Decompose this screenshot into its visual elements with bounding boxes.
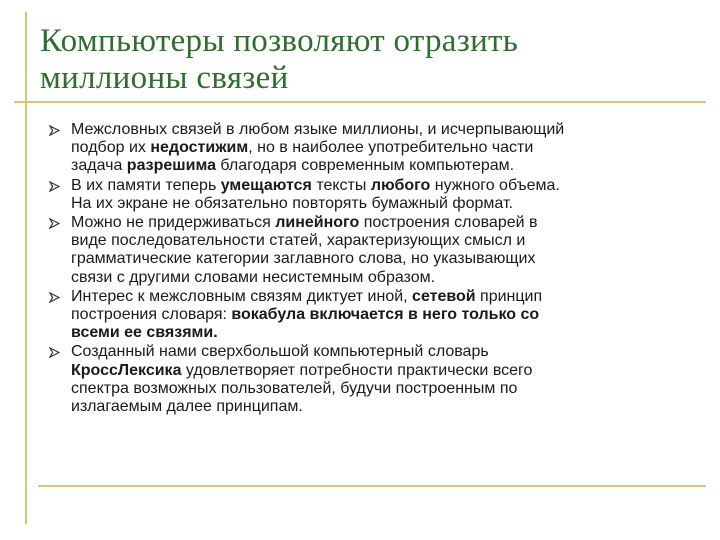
bullet-text-bold: умещаются <box>220 176 312 194</box>
bullet-text-bold: сетевой <box>412 287 476 305</box>
bullet-line <box>71 398 698 416</box>
bullet-line <box>71 232 698 250</box>
bullet-text: излагаемым далее принципам. <box>71 398 303 416</box>
bullet-text: связи с другими словами несистемным образом. <box>71 268 436 286</box>
arrowhead-bullet-icon <box>49 218 60 229</box>
bullet-text-bold: КроссЛексика <box>71 361 182 379</box>
bullet-line <box>71 139 698 157</box>
bullet-line <box>71 157 698 175</box>
bullet-text-bold: вокабула включается в него только со <box>231 306 540 324</box>
bullet-line <box>71 343 698 361</box>
bullet-item <box>58 121 698 176</box>
bullet-text: , но в наиболее употребительно части <box>248 139 534 157</box>
bullet-text: удовлетворяет потребности практически всего <box>181 361 533 379</box>
slide-title <box>40 23 700 97</box>
bullet-line <box>71 380 698 398</box>
vertical-rule <box>25 12 27 524</box>
slide-title-line-1: Компьютеры позволяют отразить <box>40 23 519 59</box>
bullet-text: виде последовательности статей, характеризующих смысл и <box>71 232 526 250</box>
bullet-line <box>71 324 698 342</box>
bullet-list <box>58 121 698 417</box>
title-underline-rule <box>14 101 706 103</box>
bullet-text: тексты <box>311 176 371 194</box>
bullet-line <box>71 177 698 195</box>
bullet-text: нужного объема. <box>430 176 560 194</box>
bullet-item <box>58 288 698 343</box>
bullet-text: В их памяти теперь <box>71 176 221 194</box>
bullet-text-bold: всеми ее связями. <box>71 324 218 342</box>
bullet-text: построения словарей в <box>359 214 538 232</box>
bullet-text: На их экране не обязательно повторять бумажный формат. <box>71 194 513 212</box>
arrowhead-bullet-icon <box>49 292 60 303</box>
bullet-text: Межсловных связей в любом языке миллионы, и исчерпывающий <box>71 121 565 138</box>
bullet-text: подбор их <box>71 139 151 157</box>
bullet-line <box>71 214 698 232</box>
bullet-text: Интерес к межсловным связям диктует иной, <box>71 287 413 305</box>
arrowhead-bullet-icon <box>49 125 60 136</box>
bullet-text: Созданный нами сверхбольшой компьютерный словарь <box>71 343 489 361</box>
bullet-item <box>58 343 698 416</box>
bullet-line <box>71 306 698 324</box>
bullet-line <box>71 195 698 213</box>
bullet-text: грамматические категории заглавного слова, но указывающих <box>71 250 536 268</box>
bullet-line <box>71 362 698 380</box>
bullet-text: задача <box>71 157 127 175</box>
bullet-text: спектра возможных пользователей, будучи построенным по <box>71 379 518 397</box>
bullet-text: принцип <box>475 287 543 305</box>
bullet-item <box>58 214 698 287</box>
arrowhead-bullet-icon <box>49 347 60 358</box>
arrowhead-bullet-icon <box>49 181 60 192</box>
bullet-text: благодаря современным компьютерам. <box>215 157 515 175</box>
bullet-line <box>71 250 698 268</box>
bullet-text-bold: недостижим <box>150 139 249 157</box>
bottom-rule <box>38 485 706 487</box>
bullet-text-bold: линейного <box>275 214 360 232</box>
bullet-text-bold: разрешима <box>126 157 216 175</box>
bullet-line <box>71 269 698 287</box>
bullet-text: построения словаря: <box>71 306 232 324</box>
bullet-line <box>71 121 698 139</box>
bullet-line <box>71 288 698 306</box>
bullet-text: Можно не придерживаться <box>71 214 276 232</box>
bullet-text-bold: любого <box>370 176 431 194</box>
bullet-item <box>58 177 698 213</box>
slide-title-line-2: миллионы связей <box>40 60 289 96</box>
